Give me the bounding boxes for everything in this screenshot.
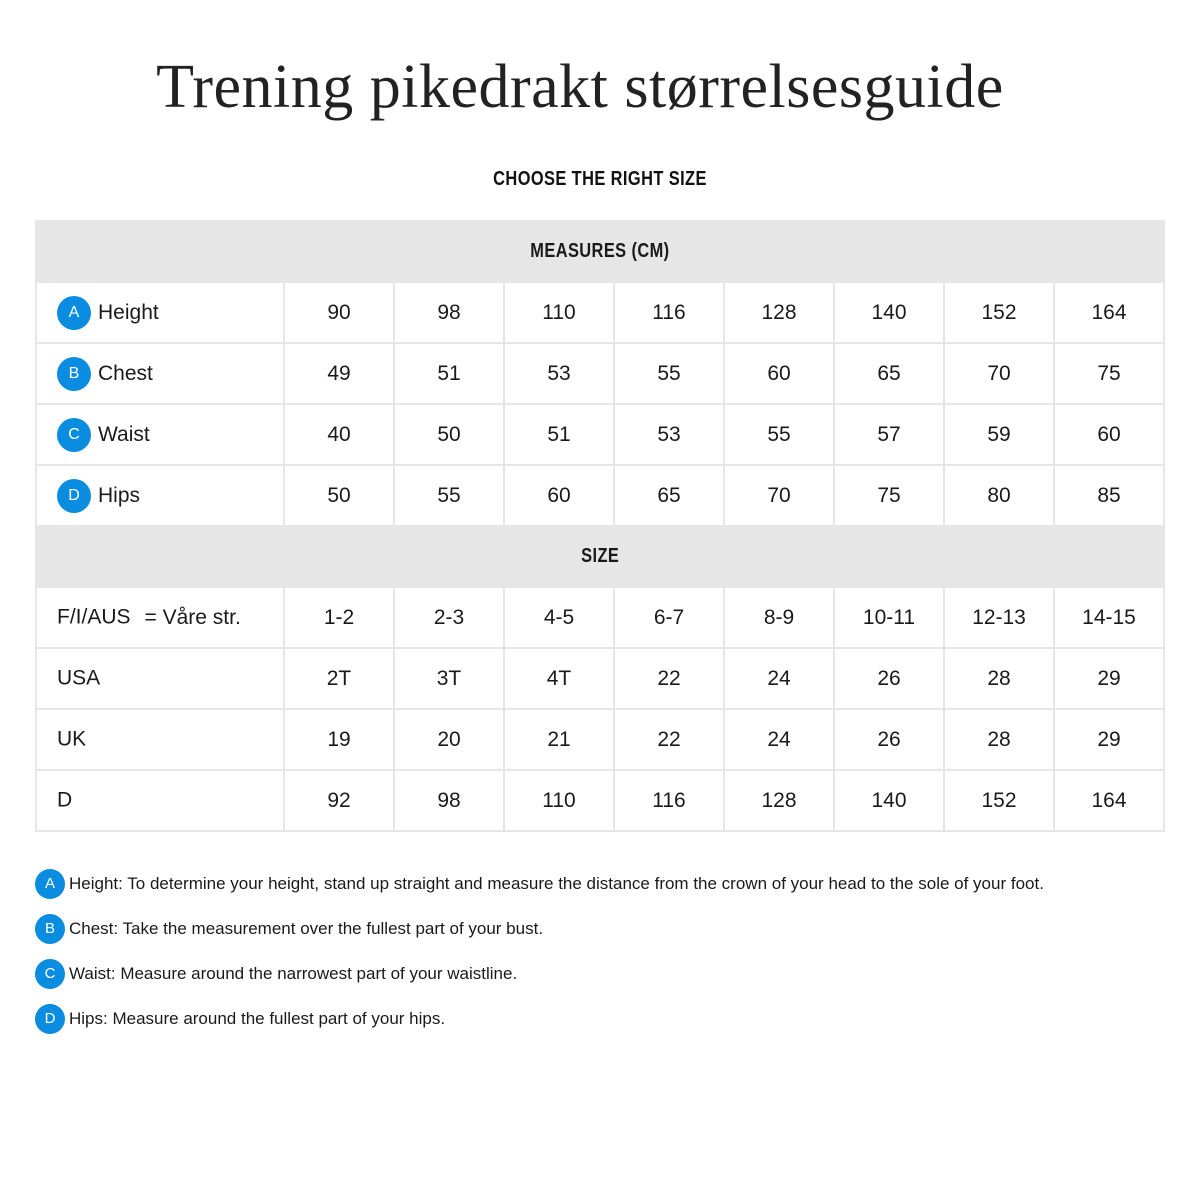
table-cell: 1-2 bbox=[284, 587, 394, 648]
badge-b-icon: B bbox=[35, 914, 65, 944]
size-system-label: F/I/AUS bbox=[57, 605, 131, 629]
table-cell: 4-5 bbox=[504, 587, 614, 648]
table-cell: 80 bbox=[944, 465, 1054, 526]
table-cell: 164 bbox=[1054, 770, 1164, 831]
row-label bbox=[36, 343, 284, 404]
table-cell: 55 bbox=[614, 343, 724, 404]
size-header bbox=[36, 526, 1164, 587]
table-cell: 29 bbox=[1054, 648, 1164, 709]
badge-d-icon: D bbox=[35, 1004, 65, 1034]
table-cell: 110 bbox=[504, 282, 614, 343]
size-system-label: D bbox=[57, 788, 73, 812]
table-cell: 22 bbox=[614, 709, 724, 770]
note-text: Waist: Measure around the narrowest part of your waistline. bbox=[69, 964, 518, 983]
page-subtitle: CHOOSE THE RIGHT SIZE bbox=[493, 168, 707, 190]
table-cell: 53 bbox=[614, 404, 724, 465]
note-chest bbox=[35, 914, 1175, 944]
table-cell: 8-9 bbox=[724, 587, 834, 648]
table-cell: 140 bbox=[834, 770, 944, 831]
size-header-label: SIZE bbox=[580, 545, 620, 567]
table-cell: 49 bbox=[284, 343, 394, 404]
measure-label: Hips bbox=[98, 483, 141, 507]
badge-d-icon: D bbox=[57, 479, 91, 513]
table-cell: 75 bbox=[1054, 343, 1164, 404]
table-cell: 19 bbox=[284, 709, 394, 770]
own-size-note: = Våre str. bbox=[144, 605, 241, 629]
measures-header bbox=[36, 221, 1164, 282]
note-text: Chest: Take the measurement over the fullest part of your bust. bbox=[69, 919, 544, 938]
table-cell: 60 bbox=[1054, 404, 1164, 465]
table-cell: 152 bbox=[944, 282, 1054, 343]
table-cell: 152 bbox=[944, 770, 1054, 831]
table-cell: 2T bbox=[284, 648, 394, 709]
table-cell: 140 bbox=[834, 282, 944, 343]
table-cell: 60 bbox=[724, 343, 834, 404]
badge-c-icon: C bbox=[57, 418, 91, 452]
table-cell: 70 bbox=[944, 343, 1054, 404]
measure-label: Waist bbox=[98, 422, 150, 446]
row-label bbox=[36, 770, 284, 831]
row-label bbox=[36, 709, 284, 770]
measures-header-label: MEASURES (CM) bbox=[530, 240, 670, 262]
table-cell: 2-3 bbox=[394, 587, 504, 648]
measurement-notes bbox=[35, 869, 1175, 1049]
table-cell: 51 bbox=[504, 404, 614, 465]
table-cell: 90 bbox=[284, 282, 394, 343]
table-cell: 55 bbox=[724, 404, 834, 465]
measure-row-hips bbox=[36, 465, 1164, 526]
row-label bbox=[36, 404, 284, 465]
table-cell: 6-7 bbox=[614, 587, 724, 648]
table-cell: 85 bbox=[1054, 465, 1164, 526]
table-cell: 75 bbox=[834, 465, 944, 526]
table-cell: 98 bbox=[394, 282, 504, 343]
table-cell: 28 bbox=[944, 709, 1054, 770]
table-cell: 4T bbox=[504, 648, 614, 709]
note-text: Height: To determine your height, stand up straight and measure the distance from the crown of your head to the sole of your foot. bbox=[69, 874, 1044, 893]
measure-row-chest bbox=[36, 343, 1164, 404]
table-cell: 10-11 bbox=[834, 587, 944, 648]
table-cell: 53 bbox=[504, 343, 614, 404]
table-cell: 40 bbox=[284, 404, 394, 465]
size-row-uk bbox=[36, 709, 1164, 770]
table-cell: 98 bbox=[394, 770, 504, 831]
size-row-d bbox=[36, 770, 1164, 831]
note-waist bbox=[35, 959, 1175, 989]
table-cell: 59 bbox=[944, 404, 1054, 465]
measure-label: Chest bbox=[98, 361, 153, 385]
size-row-usa bbox=[36, 648, 1164, 709]
table-cell: 26 bbox=[834, 709, 944, 770]
table-cell: 24 bbox=[724, 709, 834, 770]
table-cell: 164 bbox=[1054, 282, 1164, 343]
table-cell: 50 bbox=[284, 465, 394, 526]
row-label bbox=[36, 465, 284, 526]
table-cell: 50 bbox=[394, 404, 504, 465]
measures-header-row bbox=[36, 221, 1164, 282]
table-cell: 57 bbox=[834, 404, 944, 465]
table-cell: 116 bbox=[614, 282, 724, 343]
size-system-label: USA bbox=[57, 666, 101, 690]
size-system-label: UK bbox=[57, 727, 87, 751]
table-cell: 20 bbox=[394, 709, 504, 770]
table-cell: 3T bbox=[394, 648, 504, 709]
table-cell: 65 bbox=[834, 343, 944, 404]
table-cell: 12-13 bbox=[944, 587, 1054, 648]
table-cell: 21 bbox=[504, 709, 614, 770]
size-row-f-i-aus bbox=[36, 587, 1164, 648]
page-title: Trening pikedrakt størrelsesguide bbox=[156, 53, 1004, 121]
table-cell: 128 bbox=[724, 770, 834, 831]
measure-row-height bbox=[36, 282, 1164, 343]
note-hips bbox=[35, 1004, 1175, 1034]
table-cell: 65 bbox=[614, 465, 724, 526]
note-height bbox=[35, 869, 1175, 899]
table-cell: 28 bbox=[944, 648, 1054, 709]
table-cell: 14-15 bbox=[1054, 587, 1164, 648]
note-text: Hips: Measure around the fullest part of your hips. bbox=[69, 1009, 446, 1028]
badge-a-icon: A bbox=[57, 296, 91, 330]
row-label bbox=[36, 282, 284, 343]
table-cell: 29 bbox=[1054, 709, 1164, 770]
table-cell: 92 bbox=[284, 770, 394, 831]
badge-b-icon: B bbox=[57, 357, 91, 391]
size-chart-table bbox=[35, 220, 1165, 832]
size-header-row bbox=[36, 526, 1164, 587]
badge-c-icon: C bbox=[35, 959, 65, 989]
table-cell: 60 bbox=[504, 465, 614, 526]
table-cell: 116 bbox=[614, 770, 724, 831]
table-cell: 128 bbox=[724, 282, 834, 343]
row-label bbox=[36, 587, 284, 648]
measure-row-waist bbox=[36, 404, 1164, 465]
row-label bbox=[36, 648, 284, 709]
table-cell: 110 bbox=[504, 770, 614, 831]
table-cell: 70 bbox=[724, 465, 834, 526]
badge-a-icon: A bbox=[35, 869, 65, 899]
table-cell: 55 bbox=[394, 465, 504, 526]
table-cell: 24 bbox=[724, 648, 834, 709]
table-cell: 26 bbox=[834, 648, 944, 709]
table-cell: 22 bbox=[614, 648, 724, 709]
table-cell: 51 bbox=[394, 343, 504, 404]
measure-label: Height bbox=[98, 300, 159, 324]
